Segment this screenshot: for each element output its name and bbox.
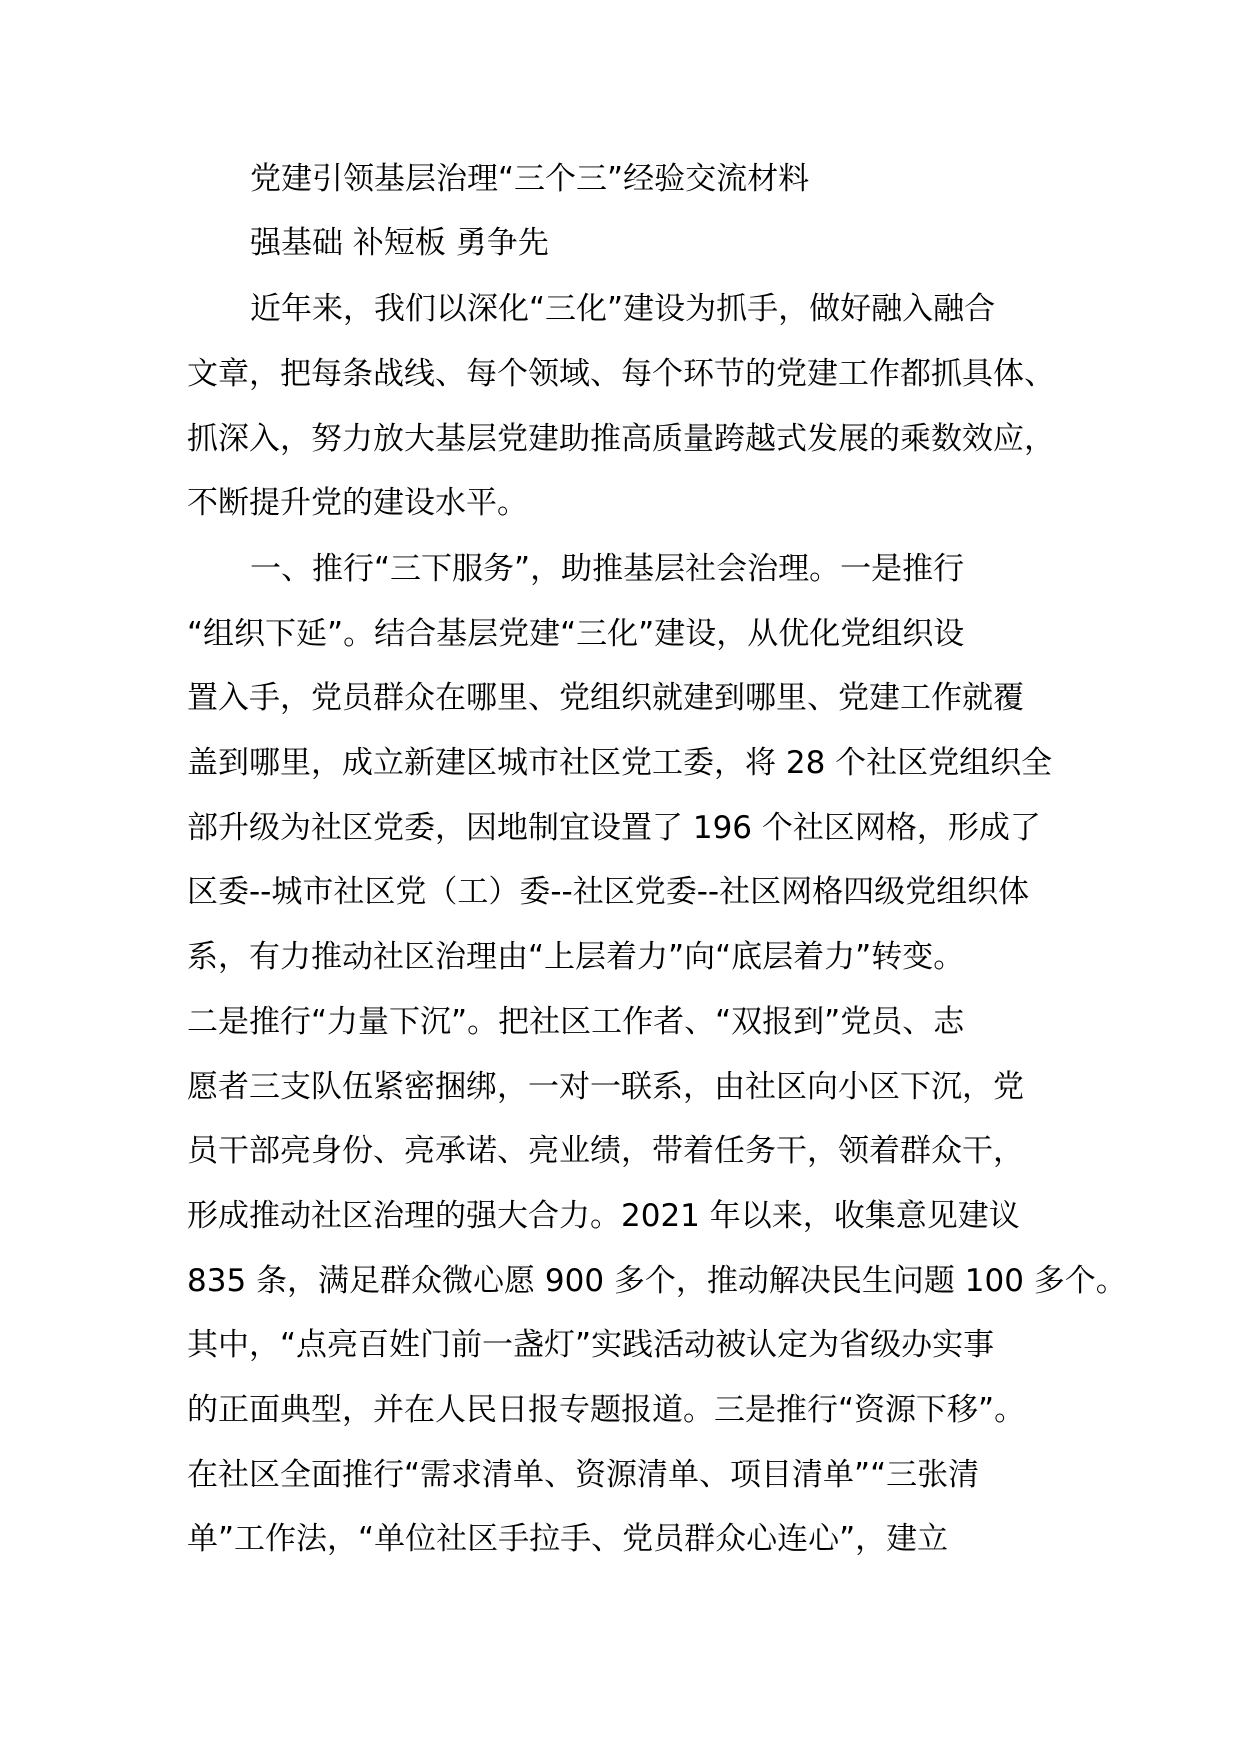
text-line-16: 835 条，满足群众微心愿 900 多个，推动解决民生问题 100 多个。 bbox=[187, 1263, 1127, 1299]
text-line-6: “组织下延”。结合基层党建“三化”建设，从优化党组织设 bbox=[187, 616, 965, 652]
text-line-17: 其中，“点亮百姓门前一盏灯”实践活动被认定为省级办实事 bbox=[187, 1327, 995, 1363]
text-line-13: 愿者三支队伍紧密捆绑，一对一联系，由社区向小区下沉，党 bbox=[187, 1069, 1024, 1105]
text-line-15: 形成推动社区治理的强大合力。2021 年以来，收集意见建议 bbox=[187, 1198, 1020, 1234]
text-line-7: 置入手，党员群众在哪里、党组织就建到哪里、党建工作就覆 bbox=[187, 680, 1024, 716]
text-line-2: 文章，把每条战线、每个领域、每个环节的党建工作都抓具体、 bbox=[187, 356, 1055, 392]
document-subtitle: 强基础 补短板 勇争先 bbox=[250, 225, 549, 261]
document-title: 党建引领基层治理“三个三”经验交流材料 bbox=[250, 161, 810, 197]
text-line-18: 的正面典型，并在人民日报专题报道。三是推行“资源下移”。 bbox=[187, 1392, 1026, 1428]
text-line-3: 抓深入，努力放大基层党建助推高质量跨越式发展的乘数效应， bbox=[187, 421, 1055, 457]
text-line-12: 二是推行“力量下沉”。把社区工作者、“双报到”党员、志 bbox=[187, 1004, 965, 1040]
text-line-11: 系，有力推动社区治理由“上层着力”向“底层着力”转变。 bbox=[187, 939, 965, 975]
text-line-5: 一、推行“三下服务”，助推基层社会治理。一是推行 bbox=[250, 551, 965, 587]
text-line-20: 单”工作法，“单位社区手拉手、党员群众心连心”，建立 bbox=[187, 1521, 949, 1557]
text-line-4: 不断提升党的建设水平。 bbox=[187, 485, 528, 521]
text-line-10: 区委--城市社区党（工）委--社区党委--社区网格四级党组织体 bbox=[187, 874, 1030, 910]
text-line-14: 员干部亮身份、亮承诺、亮业绩，带着任务干，领着群众干， bbox=[187, 1133, 1024, 1169]
text-line-1: 近年来，我们以深化“三化”建设为抓手，做好融入融合 bbox=[250, 291, 996, 327]
text-line-8: 盖到哪里，成立新建区城市社区党工委，将 28 个社区党组织全 bbox=[187, 745, 1053, 781]
text-line-9: 部升级为社区党委，因地制宜设置了 196 个社区网格，形成了 bbox=[187, 810, 1041, 846]
text-line-19: 在社区全面推行“需求清单、资源清单、项目清单”“三张清 bbox=[187, 1457, 980, 1493]
